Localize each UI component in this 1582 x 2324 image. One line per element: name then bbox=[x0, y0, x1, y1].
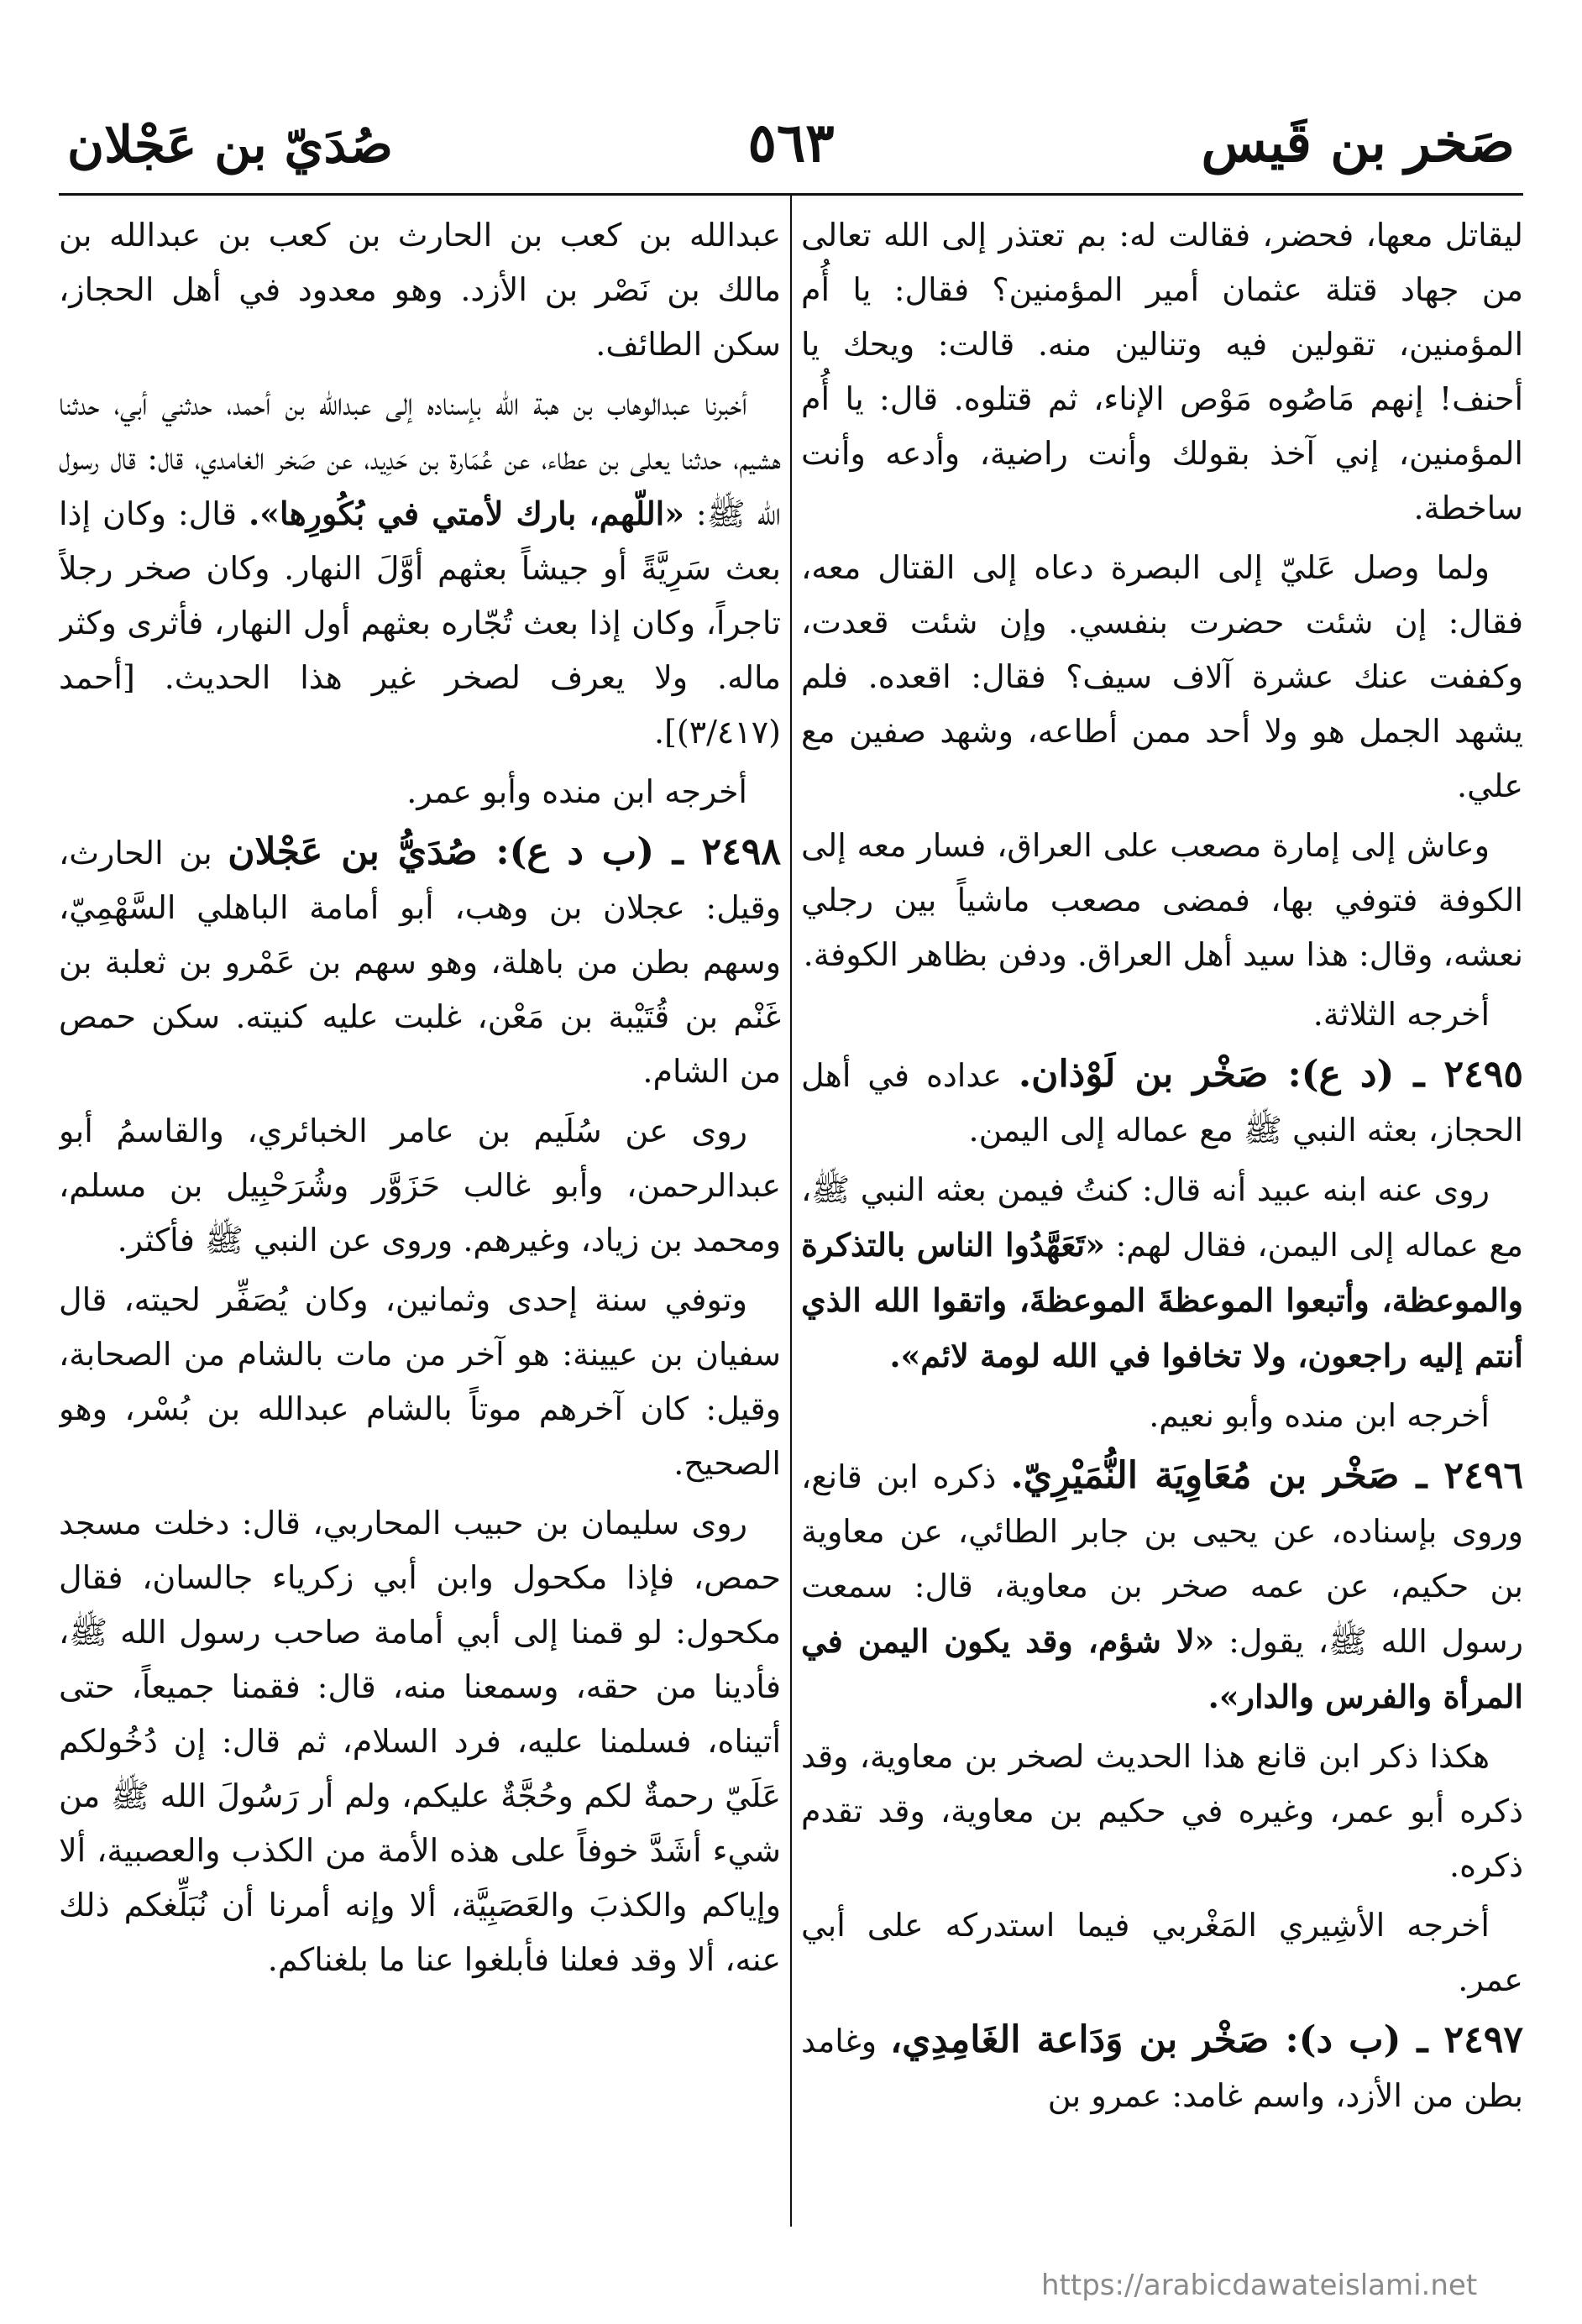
entry-2496 bbox=[801, 1448, 1523, 1725]
paragraph: أخرجه الثلاثة. bbox=[1312, 996, 1490, 1033]
entry-2497 bbox=[801, 2013, 1523, 2123]
paragraph-text: أخبرنا عبدالوهاب بن هبة الله بإسناده إلى عبدالله بن أحمد، حدثني أبي، حدثنا هشيم، حدثنا يعلى بن عطاء، عن عُمَارة بن حَدِيد، عن صَخر الغامدي، قال: قال رسول الله ﷺ: bbox=[59, 385, 781, 532]
column-divider bbox=[790, 195, 792, 2227]
hadith-quote: «لا شؤم، وقد يكون اليمن في المرأة والفرس والدار». bbox=[801, 1622, 1523, 1715]
running-title-left: صُدَيّ بن عَجْلان bbox=[67, 116, 393, 175]
paragraph: روى سليمان بن حبيب المحاربي، قال: دخلت مسجد حمص، فإذا مكحول وابن أبي زكرياء جالسان، فقال مكحول: لو قمنا إلى أبي أمامة صاحب رسول الله ﷺ، فأدينا من حقه، وسمعنا منه، قال: فقمنا جميعاً، حتى أتيناه، فسلمنا عليه، فرد السلام، ثم قال: إن دُخُولكم عَلَيّ رحمةٌ لكم وحُجَّةٌ عليكم، ولم أر رَسُولَ الله ﷺ من شيء أشَدَّ خوفاً على هذه الأمة من الكذب والعصبية، ألا وإياكم والكذبَ والعَصَبِيَّة، ألا وإنه أمرنا أن نُبَلِّغكم ذلك عنه، ألا وقد فعلنا فأبلغوا عنا ما بلغناكم. bbox=[59, 1505, 781, 1978]
paragraph: وعاش إلى إمارة مصعب على العراق، فسار معه إلى الكوفة فتوفي بها، فمضى مصعب ماشياً بين رجلي نعشه، وقال: هذا سيد أهل العراق. ودفن بظاهر الكوفة. bbox=[801, 827, 1523, 973]
paragraph: أخرجه ابن منده وأبو عمر. bbox=[406, 773, 747, 810]
paragraph-text: قال: وكان إذا بعث سَرِيَّةً أو جيشاً بعثهم أوَّلَ النهار. وكان صخر رجلاً تاجراً، وكان إذا بعث تُجّاره بعثهم أول النهار، فأثرى وكثر ماله. ولا يعرف لصخر غير هذا الحديث. [أحمد (٣/٤١٧)]. bbox=[59, 495, 781, 751]
hadith-paragraph bbox=[801, 1163, 1523, 1384]
page-header bbox=[59, 101, 1523, 196]
entry-text: وغامد بطن من الأزد، واسم غامد: عمرو بن bbox=[801, 2023, 1523, 2114]
right-column bbox=[801, 208, 1523, 2215]
hadith-quote: «اللّهم، بارك لأمتي في بُكُورِها». bbox=[249, 495, 684, 532]
paragraph: هكذا ذكر ابن قانع هذا الحديث لصخر بن معاوية، وقد ذكره أبو عمر، وغيره في حكيم بن معاوية، وقد تقدم ذكره. bbox=[801, 1738, 1523, 1884]
entry-heading: ٢٤٩٧ ـ (ب د): صَخْر بن وَدَاعة الغَامِدِي، bbox=[889, 2018, 1523, 2061]
paragraph: أخرجه ابن منده وأبو نعيم. bbox=[1149, 1397, 1490, 1434]
entry-2498 bbox=[59, 824, 781, 1099]
paragraph: ولما وصل عَليّ إلى البصرة دعاه إلى القتال معه، فقال: إن شئت حضرت بنفسي. وإن شئت قعدت، وكففت عنك عشرة آلاف سيف؟ فقال: اقعده. فلم يشهد الجمل هو ولا أحد ممن أطاعه، وشهد صفين مع علي. bbox=[801, 549, 1523, 804]
hadith-quote: «تَعَهَّدُوا الناس بالتذكرة والموعظة، وأتبعوا الموعظةَ الموعظةَ، واتقوا الله الذي أنتم إليه راجعون، ولا تخافوا في الله لومة لائم». bbox=[801, 1226, 1523, 1374]
paragraph: وتوفي سنة إحدى وثمانين، وكان يُصَفِّر لحيته، قال سفيان بن عيينة: هو آخر من مات بالشام من الصحابة، وقيل: كان آخرهم موتاً بالشام عبدالله بن بُسْر، وهو الصحيح. bbox=[59, 1281, 781, 1482]
hadith-paragraph bbox=[59, 377, 781, 760]
left-column bbox=[59, 208, 781, 2215]
paragraph: أخرجه الأشِيري المَغْربي فيما استدركه على أبي عمر. bbox=[801, 1907, 1523, 1998]
paragraph: ليقاتل معها، فحضر، فقالت له: بم تعتذر إلى الله تعالى من جهاد قتلة عثمان أمير المؤمنين؟ فقال: يا أُم المؤمنين، تقولين فيه وتنالين منه. قالت: ويحك يا أحنف! إنهم مَاصُوه مَوْص الإناء، ثم قتلوه. قال: يا أُم المؤمنين، إني آخذ بقولك وأنت راضية، وأدعه وأنت ساخطة. bbox=[801, 217, 1523, 526]
paragraph: روى عن سُلَيم بن عامر الخبائري، والقاسمُ أبو عبدالرحمن، وأبو غالب حَزَوَّر وشُرَحْبِيل بن مسلم، ومحمد بن زياد، وغيرهم. وروى عن النبي ﷺ فأكثر. bbox=[59, 1112, 781, 1259]
entry-2495 bbox=[801, 1047, 1523, 1158]
paragraph: عبدالله بن كعب بن الحارث بن كعب بن عبدالله بن مالك بن نَصْر بن الأزد. وهو معدود في أهل الحجاز، سكن الطائف. bbox=[59, 217, 781, 363]
watermark-url: https://arabicdawateislami.net bbox=[1041, 2269, 1478, 2302]
paragraph-text: روى عنه ابنه عبيد أنه قال: كنتُ فيمن بعثه النبي ﷺ، مع عماله إلى اليمن، فقال لهم: bbox=[801, 1171, 1523, 1264]
running-title-right: صَخر بن قَيس bbox=[1201, 112, 1515, 175]
entry-text: عداده في أهل الحجاز، بعثه النبي ﷺ مع عماله إلى اليمن. bbox=[801, 1057, 1523, 1149]
entry-heading: ٢٤٩٨ ـ (ب د ع): صُدَيُّ بن عَجْلان bbox=[228, 830, 781, 873]
entry-text: ذكره ابن قانع، وروى بإسناده، عن يحيى بن جابر الطائي، عن معاوية بن حكيم، عن عمه صخر بن معاوية، قال: سمعت رسول الله ﷺ، يقول: bbox=[801, 1458, 1523, 1660]
entry-text: بن الحارث، وقيل: عجلان بن وهب، أبو أمامة الباهلي السَّهْمِيّ، وسهم بطن من باهلة، وهو سهم بن عَمْرو بن ثعلبة بن غَنْم بن قُتَيْبة بن مَعْن، غلبت عليه كنيته. سكن حمص من الشام. bbox=[59, 835, 781, 1090]
page-number: ٥٦٣ bbox=[747, 112, 835, 175]
entry-heading: ٢٤٩٥ ـ (د ع): صَخْر بن لَوْذان. bbox=[1018, 1053, 1523, 1096]
entry-heading: ٢٤٩٦ ـ صَخْر بن مُعَاوِيَة النُّمَيْرِيّ. bbox=[1010, 1454, 1523, 1497]
